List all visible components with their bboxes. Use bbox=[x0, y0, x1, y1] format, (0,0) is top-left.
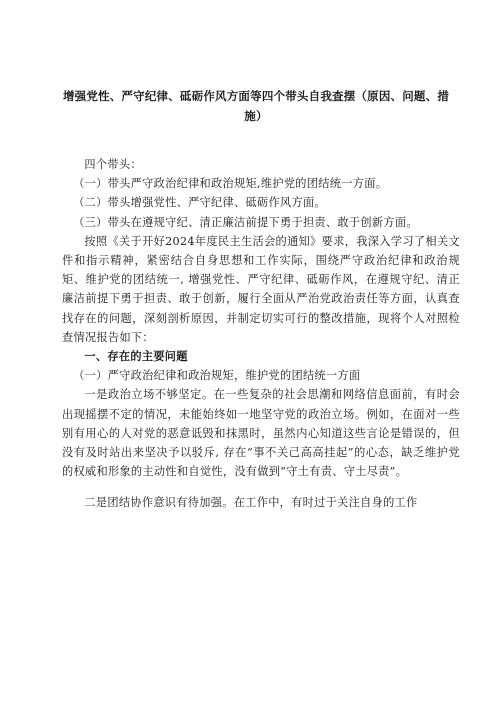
point-2: （二）带头增强党性、严守纪律、砥砺作风方面。 bbox=[73, 196, 326, 210]
paragraph-2: 二是团结协作意识有待加强。在工作中，有时过于关注自身的工作 bbox=[84, 496, 418, 510]
document-body bbox=[62, 155, 460, 513]
section-1-heading: 一、存在的主要问题 bbox=[84, 350, 188, 364]
paragraph-1: 一是政治立场不够坚定。在一些复杂的社会思潮和网络信息面前，有时会出现摇摆不定的情况，未能始终如一地坚守党的政治立场。例如，在面对一些别有用心的人对党的恶意诋毁和抹黑时，虽然内心知道这些言论是错误的，但没有及时站出来坚决予以驳斥, 存在“事不关己高高挂起”的心态，缺乏维护党的权威和形象的主动性和自觉性，没有做到“守土有责、守土尽责”。 bbox=[62, 388, 460, 479]
document-title: 增强党性、严守纪律、砥砺作风方面等四个带头自我查摆（原因、问题、措施） bbox=[62, 89, 450, 123]
section-1-subheading-1: （一）严守政治纪律和政治规矩，维护党的团结统一方面 bbox=[73, 369, 361, 383]
point-3: （三）带头在遵规守纪、清正廉洁前提下勇于担责、敢于创新方面。 bbox=[73, 215, 418, 229]
intro-heading: 四个带头： bbox=[84, 158, 142, 171]
point-1: （一）带头严守政治纪律和政治规矩,维护党的团结统一方面。 bbox=[73, 177, 388, 191]
paragraph-gap bbox=[62, 481, 460, 493]
intro-paragraph: 按照《关于开好2024年度民主生活会的通知》要求，我深入学习了相关文件和指示精神，紧密结合自身思想和工作实际，围绕严守政治纪律和政治规矩、维护党的团结统一, 增强党性、严守纪律、砥砺作风，在遵规守纪、清正廉洁前提下勇于担责、敢于创新，履行全面从严治党政治责任等方面，认真查找存在的问题，深刻剖析原因，并制定切实可行的整改措施，现将个人对照检查情况报告如下： bbox=[62, 234, 460, 344]
